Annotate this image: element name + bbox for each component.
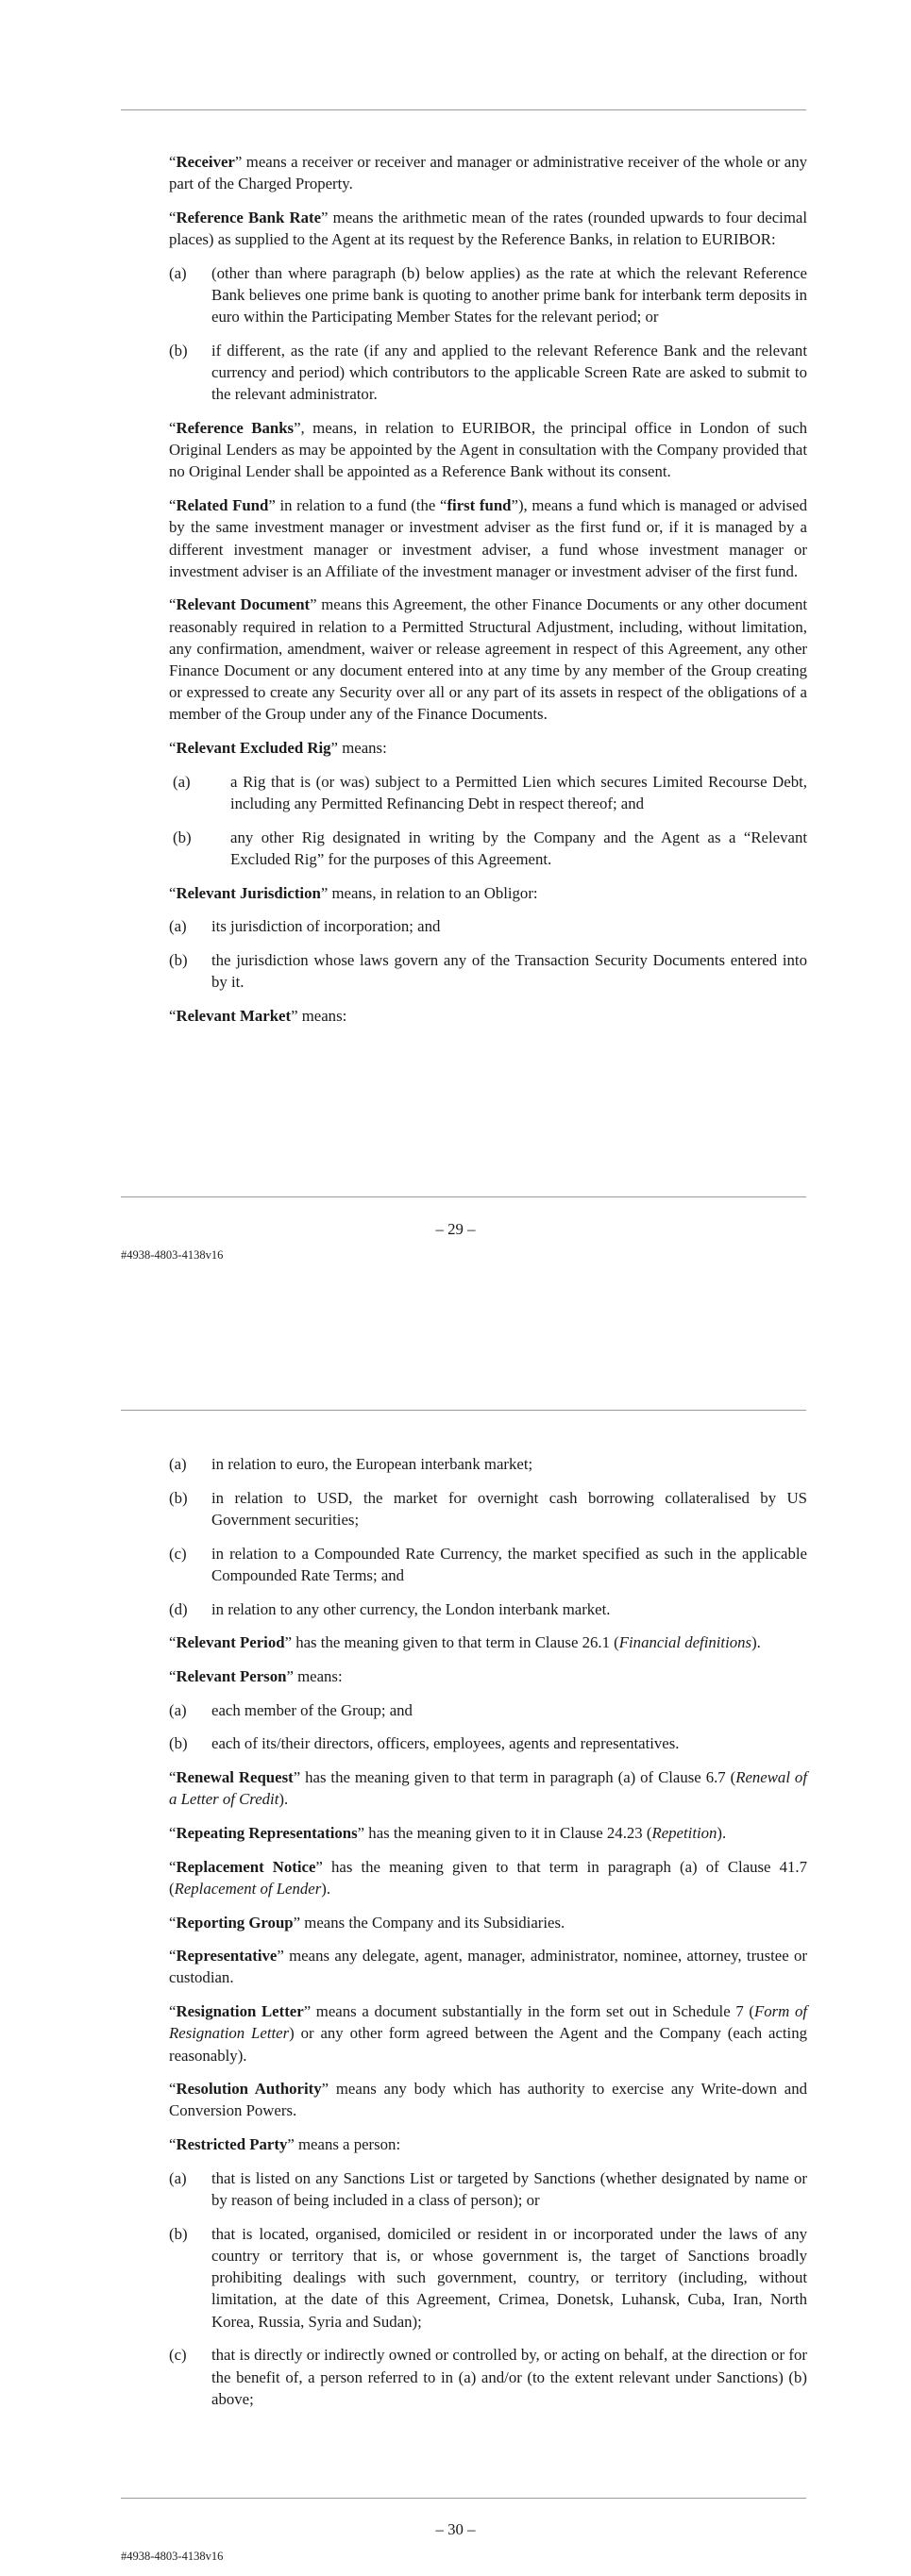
defined-term: Relevant Excluded Rig [176, 739, 331, 758]
list-item: (a) that is listed on any Sanctions List or targeted by Sanctions (whether designated by name or by reason of being included in a class of person); or [169, 2168, 807, 2210]
footer-rule [121, 1196, 806, 1197]
defined-term: Relevant Period [176, 1633, 285, 1652]
definition-related-fund: “Related Fund” in relation to a fund (the “first fund”), means a fund which is managed or advised by the same investment manager or investment adviser as the first fund or, if it is managed by a different investment manager or investment adviser, a fund whose investment manager or investment adviser is an Affiliate of the investment manager or investment adviser of the first fund. [169, 496, 807, 580]
list-item: (b) the jurisdiction whose laws govern any of the Transaction Security Documents entered into by it. [169, 951, 807, 992]
definition-relevant-market: “Relevant Market” means: [169, 1007, 347, 1025]
header-rule [121, 109, 806, 110]
clause-reference: Form of Resignation Letter [169, 2002, 807, 2043]
list-item: (c) that is directly or indirectly owned or controlled by, or acting on behalf, at the direction or for the benefit of, a person referred to in (a) and/or (to the extent relevant under Sanctions) (b) above; [169, 2346, 807, 2408]
header-rule [121, 1410, 806, 1411]
list-item: (b) each of its/their directors, officers, employees, agents and representatives. [169, 1734, 680, 1753]
clause-reference: Replacement of Lender [174, 1879, 322, 1898]
defined-term: Related Fund [176, 496, 269, 515]
list-item: (a) its jurisdiction of incorporation; and [169, 917, 441, 936]
list-item: (b) in relation to USD, the market for overnight cash borrowing collateralised by US Government securities; [169, 1488, 807, 1529]
defined-term: Renewal Request [176, 1768, 294, 1787]
defined-term: Receiver [176, 153, 235, 171]
defined-term: Relevant Document [176, 595, 311, 614]
clause-reference: Renewal of a Letter of Credit [169, 1768, 807, 1809]
footer-rule [121, 2498, 806, 2499]
definition-relevant-period: “Relevant Period” has the meaning given to that term in Clause 26.1 (Financial definitions). [169, 1633, 761, 1652]
defined-term: Resignation Letter [176, 2002, 304, 2021]
definition-receiver: “Receiver” means a receiver or receiver and manager or administrative receiver of the whole or any part of the Charged Property. [169, 153, 807, 193]
definition-repeating-representations: “Repeating Representations” has the meaning given to it in Clause 24.23 (Repetition). [169, 1823, 727, 1842]
definition-reporting-group: “Reporting Group” means the Company and its Subsidiaries. [169, 1913, 565, 1932]
defined-term-inner: first fund [447, 496, 512, 515]
definition-relevant-jurisdiction: “Relevant Jurisdiction” means, in relation to an Obligor: [169, 883, 538, 902]
list-item: (a) a Rig that is (or was) subject to a Permitted Lien which secures Limited Recourse Debt, including any Permitted Refinancing Debt in respect thereof; and [173, 772, 807, 813]
page-30-body [169, 1453, 807, 2421]
list-item: (d) in relation to any other currency, the London interbank market. [169, 1599, 611, 1618]
list-item: (b) that is located, organised, domiciled or resident in or incorporated under the laws of any country or territory that is, or whose government is, the target of Sanctions broadly prohibiting dealings with such government, country, or territory (including, without limitation, at the date of this Agreement, Crimea, Donetsk, Luhansk, Cuba, Iran, North Korea, Russia, Syria and Sudan); [169, 2224, 807, 2331]
page-number: – 30 – [435, 2520, 476, 2538]
defined-term: Resolution Authority [176, 2080, 322, 2099]
page-29-body [169, 151, 807, 1039]
definition-reference-bank-rate: “Reference Bank Rate” means the arithmetic mean of the rates (rounded upwards to four decimal places) as supplied to the Agent at its request by the Reference Banks, in relation to EURIBOR: [169, 208, 807, 249]
defined-term: Reference Banks [176, 419, 295, 438]
document-reference: #4938-4803-4138v16 [121, 1248, 224, 1262]
definition-resolution-authority: “Resolution Authority” means any body which has authority to exercise any Write-down and Conversion Powers. [169, 2080, 807, 2120]
definition-resignation-letter: “Resignation Letter” means a document substantially in the form set out in Schedule 7 (Form of Resignation Letter) or any other form agreed between the Agent and the Company (each acting reasonably). [169, 2002, 807, 2065]
list-item: (a) (other than where paragraph (b) below applies) as the rate at which the relevant Reference Bank believes one prime bank is quoting to another prime bank for interbank term deposits in euro within the Participating Member States for the relevant period; or [169, 263, 807, 326]
definition-replacement-notice: “Replacement Notice” has the meaning given to that term in paragraph (a) of Clause 41.7 (Replacement of Lender). [169, 1857, 807, 1898]
definition-relevant-person: “Relevant Person” means: [169, 1666, 343, 1685]
page-30 [0, 1316, 911, 2576]
defined-term: Replacement Notice [176, 1857, 316, 1876]
defined-term: Representative [176, 1947, 278, 1965]
defined-term: Relevant Jurisdiction [176, 883, 321, 902]
definition-representative: “Representative” means any delegate, agent, manager, administrator, nominee, attorney, trustee or custodian. [169, 1947, 807, 1987]
defined-term: Reporting Group [176, 1913, 294, 1932]
clause-reference: Repetition [651, 1823, 717, 1842]
defined-term: Reference Bank Rate [176, 208, 322, 226]
document-reference: #4938-4803-4138v16 [121, 2550, 224, 2563]
definition-relevant-excluded-rig: “Relevant Excluded Rig” means: [169, 739, 387, 758]
defined-term: Repeating Representations [176, 1823, 358, 1842]
definition-restricted-party: “Restricted Party” means a person: [169, 2135, 401, 2154]
definition-renewal-request: “Renewal Request” has the meaning given to that term in paragraph (a) of Clause 6.7 (Renewal of a Letter of Credit). [169, 1768, 807, 1809]
page-number: – 29 – [435, 1220, 476, 1238]
list-item: (b) any other Rig designated in writing by the Company and the Agent as a “Relevant Excluded Rig” for the purposes of this Agreement. [173, 828, 807, 868]
list-item: (a) in relation to euro, the European interbank market; [169, 1455, 533, 1473]
clause-reference: Financial definitions [618, 1633, 752, 1652]
definition-relevant-document: “Relevant Document” means this Agreement, the other Finance Documents or any other document reasonably required in relation to a Permitted Structural Adjustment, including, without limitation, any confirmation, amendment, waiver or release agreement in respect of this Agreement, any other Finance Document or any document entered into at any time by any member of the Group creating or expressed to create any Security over all or any part of its assets in respect of the obligations of a member of the Group under any of the Finance Documents. [169, 595, 808, 724]
defined-term: Restricted Party [176, 2135, 288, 2154]
definition-reference-banks: “Reference Banks”, means, in relation to EURIBOR, the principal office in London of such Original Lenders as may be appointed by the Agent in consultation with the Company provided that no Original Lender shall be appointed as a Reference Bank without its consent. [169, 419, 808, 481]
list-item: (a) each member of the Group; and [169, 1700, 413, 1719]
list-item: (b) if different, as the rate (if any and applied to the relevant Reference Bank and the relevant currency and period) which contributors to the applicable Screen Rate are asked to submit to the relevant administrator. [169, 341, 807, 404]
defined-term: Relevant Market [176, 1007, 292, 1025]
list-item: (c) in relation to a Compounded Rate Currency, the market specified as such in the applicable Compounded Rate Terms; and [169, 1544, 807, 1584]
defined-term: Relevant Person [176, 1666, 287, 1685]
